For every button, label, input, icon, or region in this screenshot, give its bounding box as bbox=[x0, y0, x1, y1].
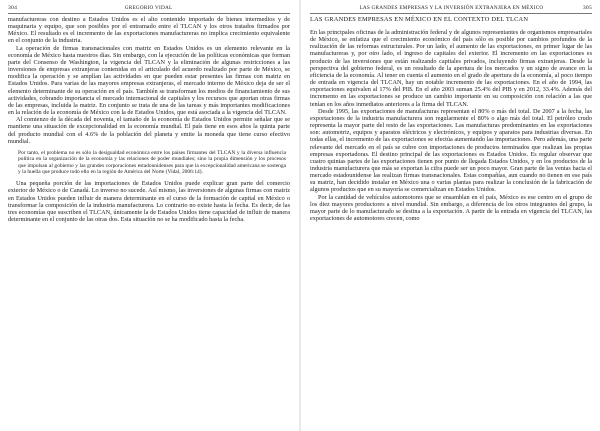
paragraph: Por la cantidad de vehículos automotores que se ensamblan en el país, México es ese centro en el grupo de los diez mayores productores a nivel mundial. Sin embargo, a diferencia de los otros integrantes del grupo, la mayor parte de lo manufacturado se destina a la exportación. A partir de la entrada en vigencia del TLCAN, las exportaciones de automotores crecen, como bbox=[310, 193, 592, 223]
left-body bbox=[8, 16, 290, 145]
paragraph: manufactureras con destino a Estados Unidos es el alto contenido importado de bienes intermedios y de maquinaria y equipo, que son posibles por el entramado entre el TLCAN y los otros tratados firmados por México. El resultado es el incremento de las exportaciones manufactureras no implica crecimiento equivalente en el conjunto de la industria. bbox=[8, 16, 290, 45]
right-running-header bbox=[310, 4, 592, 14]
left-running-header bbox=[8, 4, 290, 14]
right-body bbox=[310, 29, 592, 222]
paragraph: En las principales oficinas de la administración federal y de algunos representantes de organismos empresariales de México, se enfatiza que el crecimiento económico del país sólo es posible por cambios profundos de la realización de las reformas estructurales. Por un lado, el aumento de las exportaciones, en primer lugar de las manufactureras y, por otro lado, el ingreso de capitales del exterior. El incremento en las exportaciones es producto de las inversiones que están realizando capitales privados, incluyendo firmas extranjeras. Desde la perspectiva del gobierno federal, es un resultado de la apertura de los mercados y un signo de avance en la eficiencia de la economía. Al tener en cuenta el aumento en el grado de apertura de la economía, al poco tiempo de entrada en vigencia del TLCAN, hay un notable incremento de las exportaciones. En el año de 1994, las exportaciones equivalen al 17% del PIB. En el año 2003 suman 25.4% del PIB y en 2012, 33.4%. Además del incremento en las exportaciones se produce un cambio importante en su composición con relación a las que tenían en los años inmediatos anteriores a la firma del TLCAN. bbox=[310, 29, 592, 108]
section-title: LAS GRANDES EMPRESAS EN MÉXICO EN EL CONTEXTO DEL TLCAN bbox=[310, 16, 529, 23]
left-page-number: 304 bbox=[8, 5, 18, 11]
right-page bbox=[300, 0, 600, 431]
right-page-number: 305 bbox=[582, 5, 592, 11]
paragraph: Desde 1995, las exportaciones de manufacturas representan el 80% o más del total. De 2007 a la fecha, las exportaciones de la industria manufacturera son regularmente el 80% o algo más del total. El petróleo crudo representa la mayor parte del resto de las exportaciones. Las manufacturas predominantes en las exportaciones son: automotriz, equipos y aparatos eléctricos y electrónicos, y equipos y aparatos para industrias diversas. En todas ellas, el incremento de las exportaciones se efectúa aumentando las importaciones. Pero además, una parte relevante del mercado en el país se cubre con importaciones de productos terminados que realizan las propias empresas exportadoras. El destino principal de las exportaciones es Estados Unidos. Es regular observar que cuatro quintas partes de las exportaciones tienen por punto de llegada Estados Unidos, y en los productos de la industria manufacturera que más se exportan la cifra puede ser un poco mayor. Gran parte de las ventas hacia el mercado estadounidense las realizan firmas transnacionales. Estas compañías, aun cuando no tienen en ese país su matriz, han decidido instalar en México una o varias plantas para realizar la conclusión de la fabricación de algunos productos que en su mayoría se comercializan en Estados Unidos. bbox=[310, 107, 592, 194]
left-body-closing bbox=[8, 180, 290, 223]
paragraph: La operación de firmas transnacionales con matriz en Estados Unidos es un elemento relevante en la economía de México hasta nuestros días. Sin embargo, con la ejecución de las políticas económicas que forman parte del Consenso de Washington, la vigencia del TLCAN y la eliminación de algunas restricciones a las inversiones de empresas extranjeras contenidas en el articulado del acuerdo realizado por parte de México, se modifica la operación y se amplían las actividades en que pueden estar presentes las firmas con matriz en Estados Unidos. Para varias de las mayores empresas extranjeras, el mercado interno de México deja de ser el elemento determinante de su operación en el país. También se transforman los medios de financiamiento de sus actividades, cobrando importancia el mercado internacional de capitales y los recursos que aportan otras firmas de las empresas, incluida la matriz. En conjunto se trata de una de las tareas y más importantes modificaciones en la relación de la economía de México con la de Estados Unidos, que está asociada a la vigencia del TLCAN. bbox=[8, 44, 290, 117]
paragraph: Al comienzo de la década del noventa, el tamaño de la economía de Estados Unidos permite señalar que se mantiene una situación de excepcionalidad en la economía mundial. El país tiene en esos años la quinta parte del producto mundial con el 4.6% de la población del planeta y emite la moneda que tiene curso efectivo mundial. bbox=[8, 116, 290, 145]
paragraph: Una pequeña porción de las importaciones de Estados Unidos puede explicar gran parte del comercio exterior de México o de Canadá. Lo inverso no sucede. Así mismo, las inversiones de algunas firmas con matriz en Estados Unidos pueden influir de manera determinante en el curso de la formación de capital en México o transformar la composición de la industria manufacturera. Lo contrario no existe hasta la fecha. Es decir, de las tres economías que suscriben el TLCAN, únicamente la de Estados Unidos tiene capacidad de influir de manera determinante en el conjunto de las otras dos. Esta situación no se ha modificado hasta la fecha. bbox=[8, 180, 290, 223]
right-running-head: LAS GRANDES EMPRESAS Y LA INVERSIÓN EXTRANJERA EN MÉXICO bbox=[359, 5, 544, 11]
block-quote: Por tanto, el problema no es sólo la desigualdad económica entre los países firmantes del TLCAN y la diversa influencia política en la organización de la economía y las relaciones de poder mundiales; sino la propia dimensión y los procesos que impulsan al gobierno y las grandes corporaciones estadounidenses para que la excepcionalidad americana se sostenga y la huella que produce todo ello en la región de América del Norte (Vidal, 2006:14). bbox=[18, 149, 286, 175]
left-running-head: GREGORIO VIDAL bbox=[124, 5, 173, 11]
